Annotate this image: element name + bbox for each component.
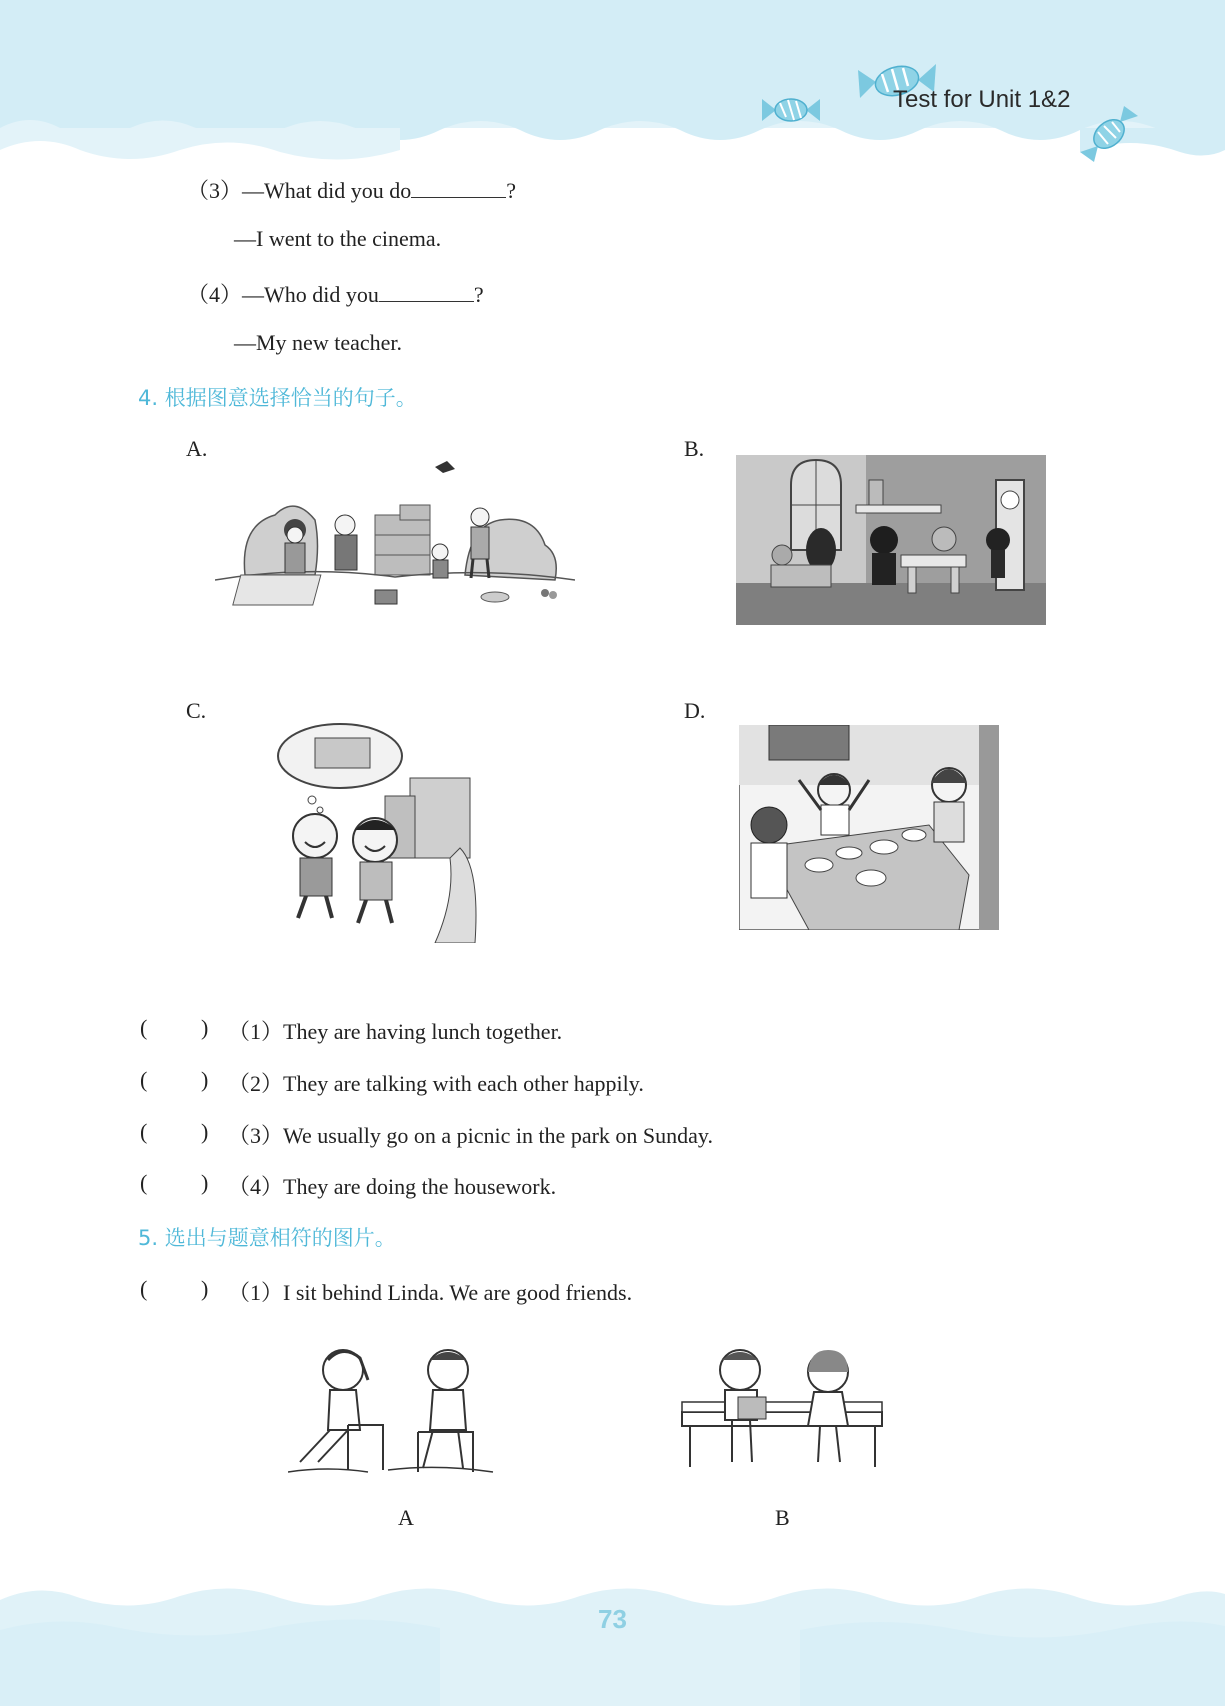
answer-slot[interactable]: ) <box>201 1276 209 1301</box>
picture-label-c: C. <box>186 698 207 723</box>
housework-illustration <box>736 455 1046 625</box>
q3-item4-question <box>187 278 484 309</box>
answer-slot[interactable]: ) <box>201 1119 209 1144</box>
talking-boys-illustration <box>270 718 490 943</box>
q3-item3-question-suffix: ? <box>506 178 517 203</box>
option-b-label: B <box>775 1505 790 1530</box>
section4-item: （2）They are talking with each other happily. <box>228 1071 644 1096</box>
q3-item4-question-prefix: （4）—Who did you <box>187 282 379 307</box>
picture-label-b: B. <box>684 436 705 461</box>
q3-item4-question-suffix: ? <box>473 282 484 307</box>
q3-item4-answer: —My new teacher. <box>234 330 402 355</box>
option-a-label: A <box>398 1505 414 1530</box>
picnic-illustration <box>215 455 575 620</box>
answer-paren-open: ( <box>140 1067 148 1092</box>
answer-paren-open: ( <box>140 1015 148 1040</box>
section5-item: （1）I sit behind Linda. We are good friends. <box>228 1280 633 1305</box>
page-number: 73 <box>598 1604 627 1634</box>
q3-item3-answer: —I went to the cinema. <box>234 226 442 251</box>
unit-title: Test for Unit 1&2 <box>893 86 1071 113</box>
answer-slot[interactable]: ) <box>201 1067 209 1092</box>
candy-icon <box>1080 106 1138 162</box>
answer-slot[interactable]: ) <box>201 1015 209 1040</box>
answer-paren-open: ( <box>140 1170 148 1195</box>
section4-item: （4）They are doing the housework. <box>228 1174 557 1199</box>
picture-label-a: A. <box>186 436 208 461</box>
section4-heading: 4. 根据图意选择恰当的句子。 <box>138 386 417 410</box>
candy-icon <box>762 93 820 127</box>
answer-paren-open: ( <box>140 1119 148 1144</box>
footer-band <box>0 1570 1225 1706</box>
answer-slot[interactable]: ) <box>201 1170 209 1195</box>
option-a-illustration[interactable] <box>288 1340 503 1480</box>
answer-blank[interactable] <box>379 283 474 302</box>
answer-blank[interactable] <box>411 179 506 198</box>
section4-item: （3）We usually go on a picnic in the park on Sunday. <box>228 1123 713 1148</box>
q3-item3-question <box>187 174 516 205</box>
answer-paren-open: ( <box>140 1276 148 1301</box>
section4-item: （1）They are having lunch together. <box>228 1019 563 1044</box>
lunch-illustration <box>739 725 999 930</box>
option-b-illustration[interactable] <box>680 1342 890 1472</box>
section5-heading: 5. 选出与题意相符的图片。 <box>138 1226 396 1250</box>
q3-item3-question-prefix: （3）—What did you do <box>187 178 412 203</box>
picture-label-d: D. <box>684 698 706 723</box>
